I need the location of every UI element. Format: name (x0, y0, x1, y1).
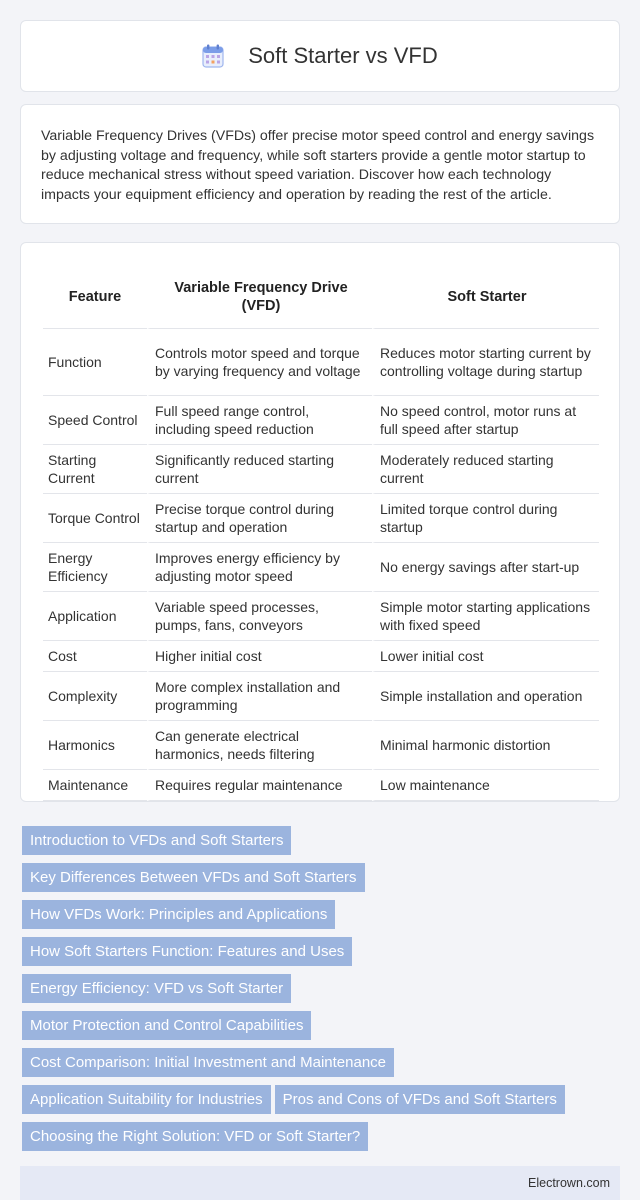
table-row (43, 770, 599, 801)
soft-starter-cell: Simple installation and operation (372, 672, 599, 721)
soft-starter-cell: No energy savings after start-up (372, 543, 599, 592)
feature-cell: Complexity (43, 672, 147, 721)
vfd-cell: Improves energy efficiency by adjusting motor speed (147, 543, 372, 592)
feature-cell: Torque Control (43, 494, 147, 543)
comparison-table (43, 265, 599, 801)
topic-link[interactable]: Pros and Cons of VFDs and Soft Starters (275, 1085, 565, 1114)
feature-cell: Harmonics (43, 721, 147, 770)
vfd-cell: Significantly reduced starting current (147, 445, 372, 494)
vfd-cell: Full speed range control, including speed reduction (147, 396, 372, 445)
soft-starter-cell: Simple motor starting applications with fixed speed (372, 592, 599, 641)
table-row (43, 494, 599, 543)
soft-starter-cell: Low maintenance (372, 770, 599, 801)
vfd-cell: Requires regular maintenance (147, 770, 372, 801)
soft-starter-cell: Lower initial cost (372, 641, 599, 672)
soft-starter-cell: No speed control, motor runs at full speed after startup (372, 396, 599, 445)
header-soft-starter: Soft Starter (372, 265, 599, 329)
topic-link[interactable]: How VFDs Work: Principles and Applications (22, 900, 335, 929)
topic-link[interactable]: Motor Protection and Control Capabilities (22, 1011, 311, 1040)
topic-link[interactable]: Introduction to VFDs and Soft Starters (22, 826, 291, 855)
soft-starter-cell: Minimal harmonic distortion (372, 721, 599, 770)
topic-link[interactable]: Key Differences Between VFDs and Soft Starters (22, 863, 365, 892)
table-row (43, 329, 599, 396)
page-title: Soft Starter vs VFD (248, 43, 438, 68)
feature-cell: Maintenance (43, 770, 147, 801)
vfd-cell: Can generate electrical harmonics, needs filtering (147, 721, 372, 770)
topic-link[interactable]: Application Suitability for Industries (22, 1085, 271, 1114)
intro-card (20, 104, 620, 224)
feature-cell: Function (43, 329, 147, 396)
table-row (43, 592, 599, 641)
vfd-cell: Variable speed processes, pumps, fans, conveyors (147, 592, 372, 641)
header-vfd: Variable Frequency Drive (VFD) (147, 265, 372, 329)
table-row (43, 721, 599, 770)
topic-link[interactable]: How Soft Starters Function: Features and Uses (22, 937, 352, 966)
comparison-card (20, 242, 620, 802)
vfd-cell: Higher initial cost (147, 641, 372, 672)
soft-starter-cell: Reduces motor starting current by controlling voltage during startup (372, 329, 599, 396)
table-row (43, 672, 599, 721)
vfd-cell: Controls motor speed and torque by varying frequency and voltage (147, 329, 372, 396)
table-row (43, 445, 599, 494)
table-row (43, 396, 599, 445)
topic-link[interactable]: Choosing the Right Solution: VFD or Soft Starter? (22, 1122, 368, 1151)
header-feature: Feature (43, 265, 147, 329)
intro-paragraph: Variable Frequency Drives (VFDs) offer precise motor speed control and energy savings by adjusting voltage and frequency, while soft starters provide a gentle motor startup to reduce mechanical stress without speed variation. Discover how each technology impacts your equipment efficiency and operation by reading the rest of the article. (41, 128, 595, 203)
table-header-row (43, 265, 599, 329)
soft-starter-cell: Limited torque control during startup (372, 494, 599, 543)
feature-cell: Energy Efficiency (43, 543, 147, 592)
table-row (43, 543, 599, 592)
title-card (20, 20, 620, 92)
vfd-cell: More complex installation and programming (147, 672, 372, 721)
feature-cell: Speed Control (43, 396, 147, 445)
topic-link[interactable]: Energy Efficiency: VFD vs Soft Starter (22, 974, 291, 1003)
feature-cell: Starting Current (43, 445, 147, 494)
table-row (43, 641, 599, 672)
calendar-icon (202, 44, 224, 68)
footer-source: Electrown.com (528, 1176, 610, 1190)
topic-links (22, 826, 622, 1159)
footer (20, 1166, 620, 1200)
feature-cell: Cost (43, 641, 147, 672)
topic-link[interactable]: Cost Comparison: Initial Investment and Maintenance (22, 1048, 394, 1077)
feature-cell: Application (43, 592, 147, 641)
vfd-cell: Precise torque control during startup and operation (147, 494, 372, 543)
soft-starter-cell: Moderately reduced starting current (372, 445, 599, 494)
